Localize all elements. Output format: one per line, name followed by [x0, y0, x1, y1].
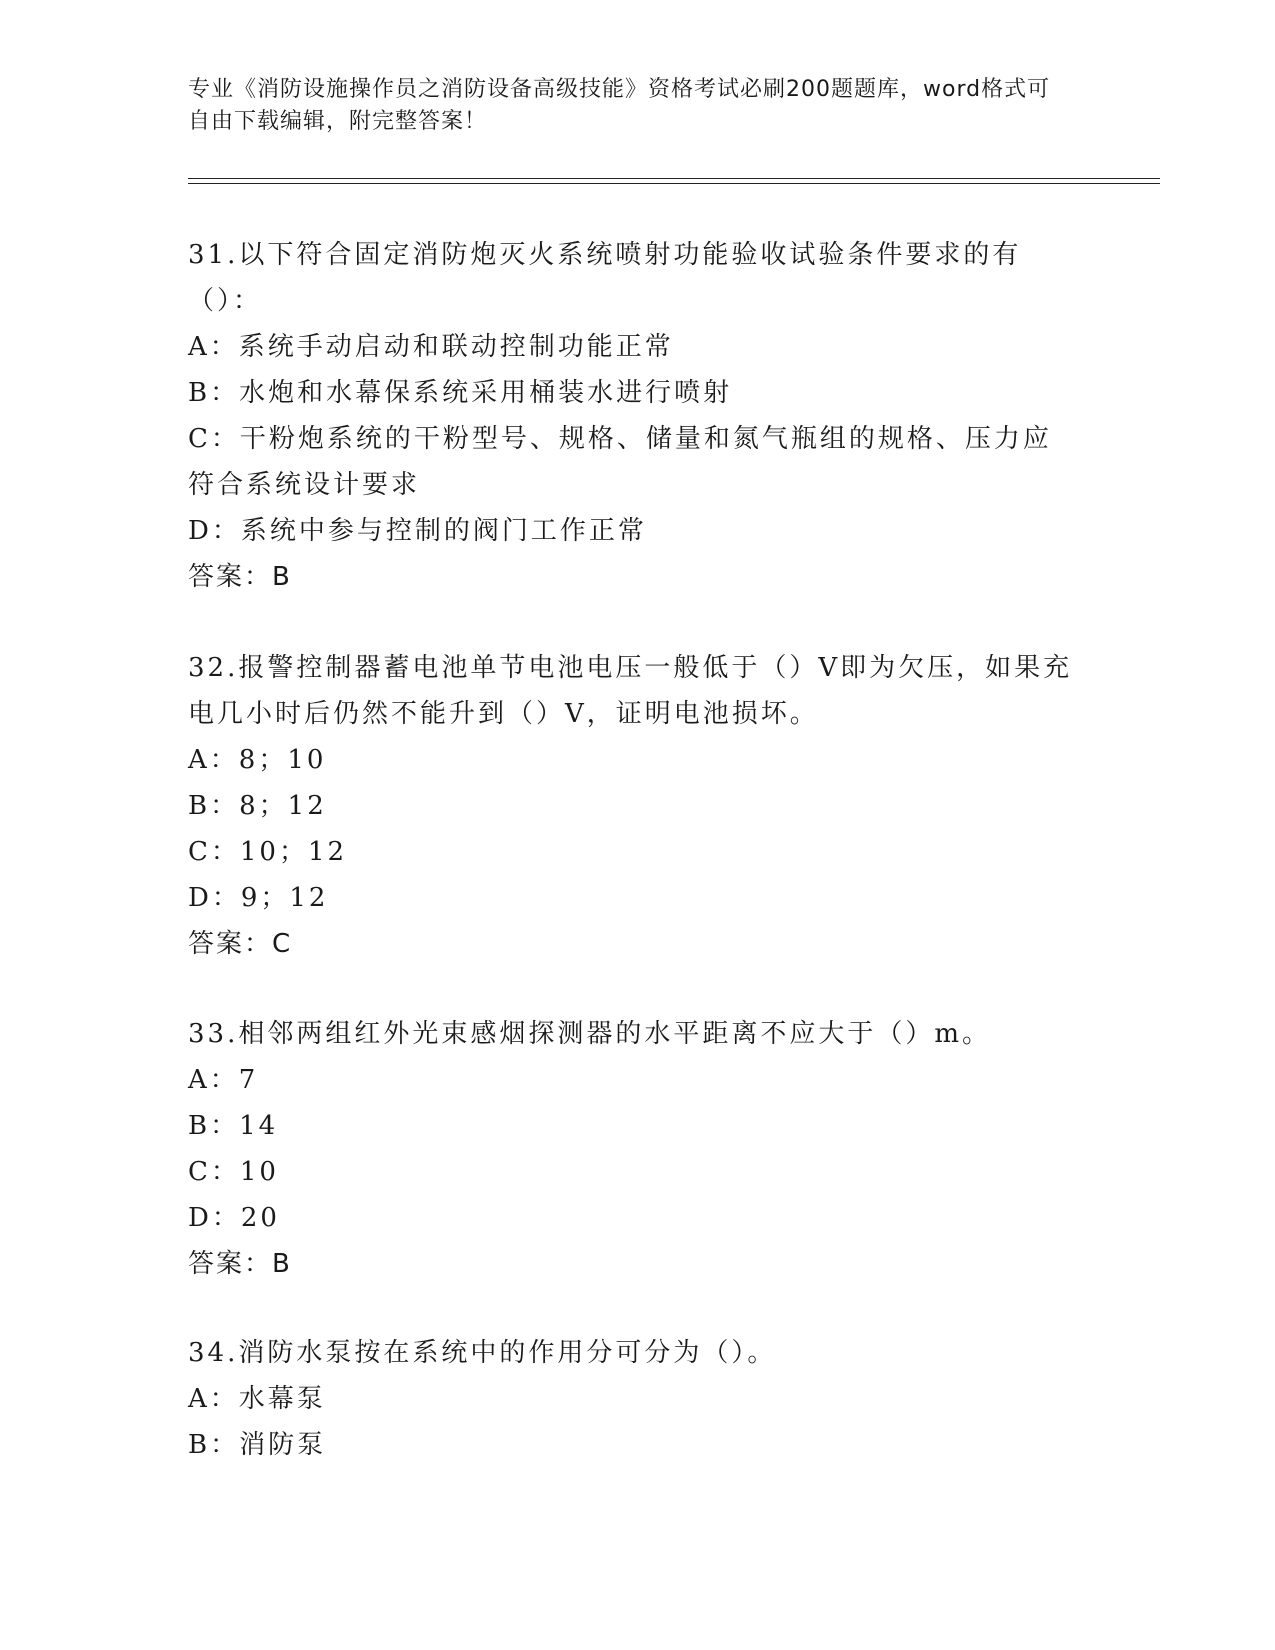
- option-c: C：干粉炮系统的干粉型号、规格、储量和氮气瓶组的规格、压力应符合系统设计要求: [188, 424, 1052, 500]
- option-b: B：消防泵: [188, 1430, 327, 1460]
- option-d: D：20: [188, 1203, 280, 1233]
- option-b: B：14: [188, 1111, 279, 1141]
- question-stem: 33.相邻两组红外光束感烟探测器的水平距离不应大于（）m。: [188, 1019, 992, 1049]
- option-d: D：9；12: [188, 883, 329, 913]
- header-divider-bottom: [188, 183, 1160, 184]
- question-34: [188, 1330, 1078, 1468]
- question-32: [188, 645, 1078, 967]
- option-a: A：7: [188, 1065, 259, 1095]
- option-c: C：10: [188, 1157, 279, 1187]
- question-stem: 31.以下符合固定消防炮灭火系统喷射功能验收试验条件要求的有（）：: [188, 240, 1022, 316]
- question-stem: 34.消防水泵按在系统中的作用分可分为（）。: [188, 1338, 777, 1368]
- option-a: A：系统手动启动和联动控制功能正常: [188, 332, 674, 362]
- document-intro: 专业《消防设施操作员之消防设备高级技能》资格考试必刷200题题库，word格式可自由下载编辑，附完整答案！: [188, 77, 1051, 134]
- answer: 答案：B: [188, 1249, 292, 1279]
- option-d: D：系统中参与控制的阀门工作正常: [188, 516, 647, 546]
- option-b: B：8；12: [188, 791, 327, 821]
- answer: 答案：B: [188, 562, 292, 592]
- option-a: A：水幕泵: [188, 1384, 326, 1414]
- question-33: [188, 1011, 1078, 1287]
- option-a: A：8；10: [188, 745, 327, 775]
- option-b: B：水炮和水幕保系统采用桶装水进行喷射: [188, 378, 733, 408]
- question-31: [188, 232, 1078, 600]
- header-divider-top: [188, 178, 1160, 179]
- answer: 答案：C: [188, 929, 293, 959]
- question-stem: 32.报警控制器蓄电池单节电池电压一般低于（）V即为欠压，如果充电几小时后仍然不能升到（）V，证明电池损坏。: [188, 653, 1073, 729]
- option-c: C：10；12: [188, 837, 348, 867]
